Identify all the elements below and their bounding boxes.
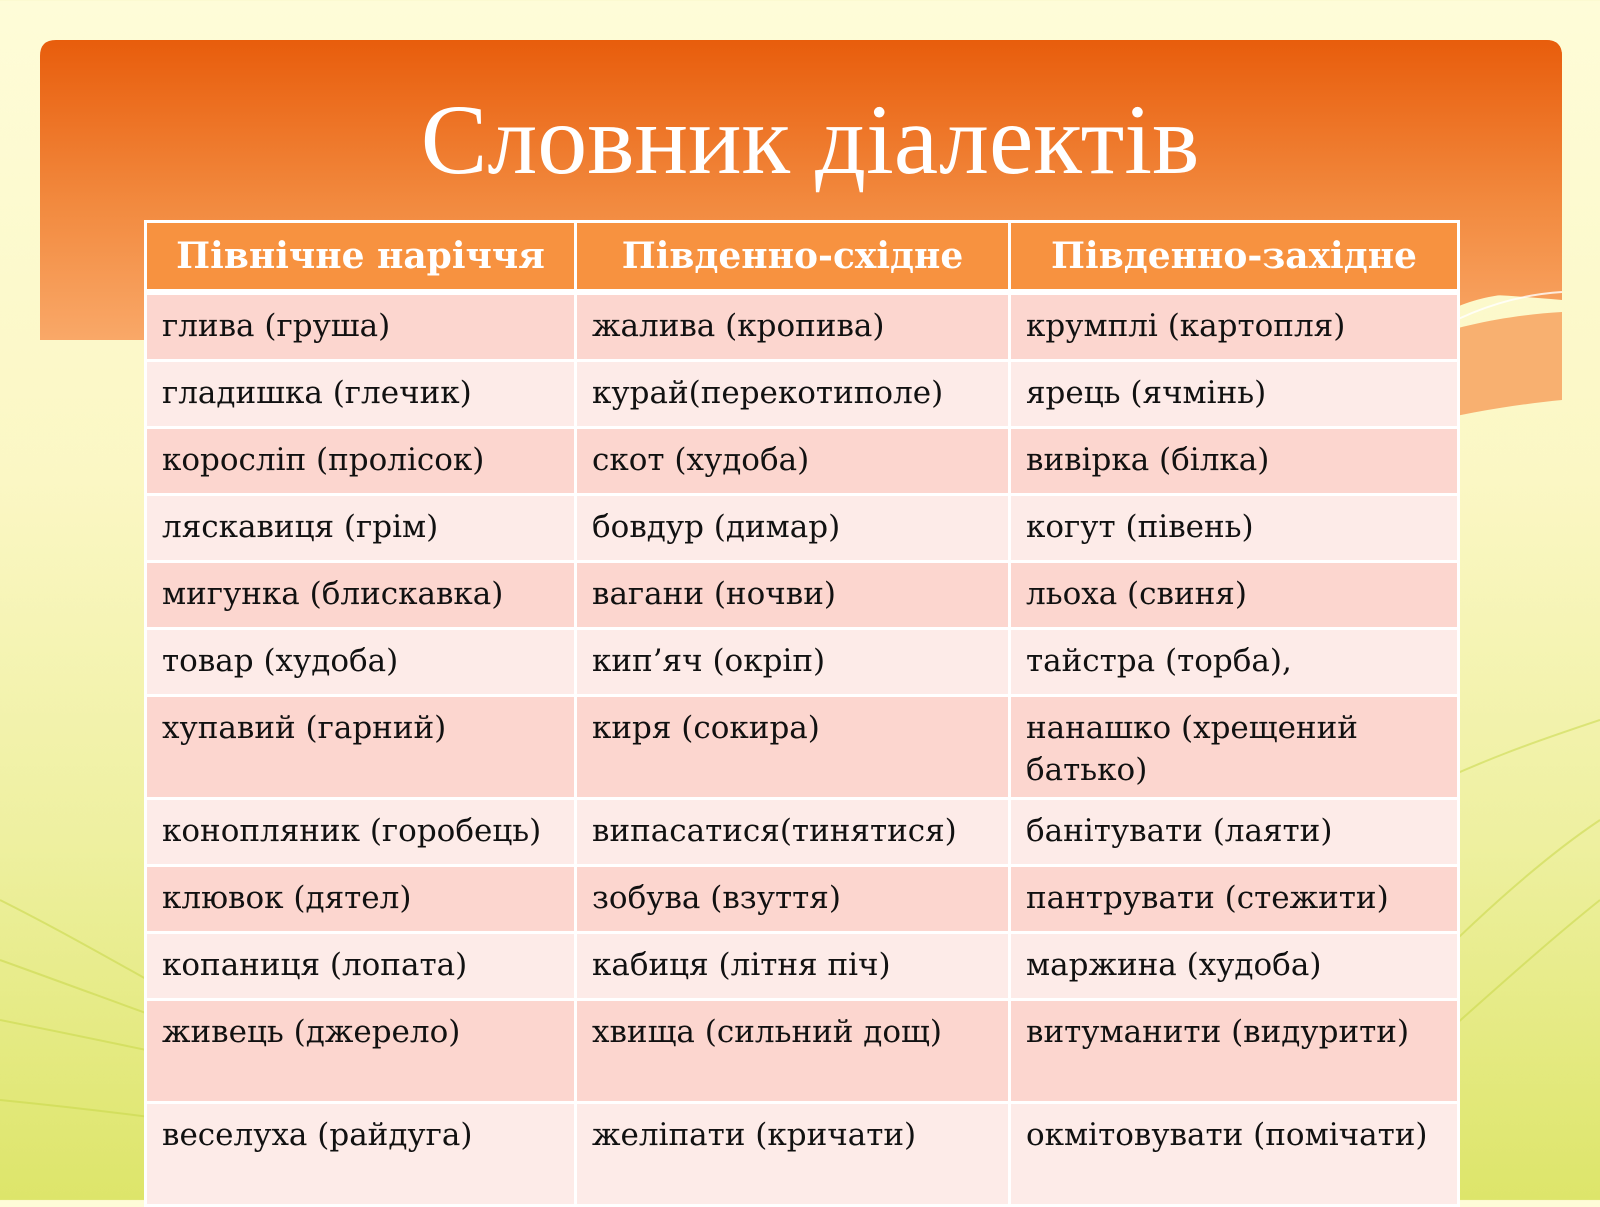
table-cell: мигунка (блискавка) (146, 562, 576, 629)
table-cell: живець (джерело) (146, 1000, 576, 1103)
table-row (146, 866, 1459, 933)
table-cell: крумплі (картопля) (1010, 292, 1459, 361)
table-cell: випасатися(тинятися) (576, 799, 1010, 866)
table-row (146, 361, 1459, 428)
table-cell: нанашко (хрещений батько) (1010, 696, 1459, 799)
table-cell: бовдур (димар) (576, 495, 1010, 562)
table-cell: банітувати (лаяти) (1010, 799, 1459, 866)
table-row (146, 696, 1459, 799)
column-header-northern: Північне наріччя (146, 222, 576, 293)
table-cell: льоха (свиня) (1010, 562, 1459, 629)
table-row (146, 799, 1459, 866)
table-cell: ляскавиця (грім) (146, 495, 576, 562)
table-cell: пантрувати (стежити) (1010, 866, 1459, 933)
table-cell: вивірка (білка) (1010, 428, 1459, 495)
column-header-southwestern: Південно-західне (1010, 222, 1459, 293)
table-row (146, 933, 1459, 1000)
table-cell: копаниця (лопата) (146, 933, 576, 1000)
table-cell: гладишка (глечик) (146, 361, 576, 428)
table-cell: товар (худоба) (146, 629, 576, 696)
table-cell: коросліп (пролісок) (146, 428, 576, 495)
table-cell: конопляник (горобець) (146, 799, 576, 866)
table-cell: окмітовувати (помічати) (1010, 1103, 1459, 1206)
table-row (146, 562, 1459, 629)
table-cell: курай(перекотиполе) (576, 361, 1010, 428)
table-cell: когут (півень) (1010, 495, 1459, 562)
table-cell: ярець (ячмінь) (1010, 361, 1459, 428)
table-cell: тайстра (торба), (1010, 629, 1459, 696)
page-title: Словник діалектів (420, 84, 1200, 195)
table-cell: зобува (взуття) (576, 866, 1010, 933)
table-cell: веселуха (райдуга) (146, 1103, 576, 1206)
table-cell: киря (сокира) (576, 696, 1010, 799)
table-row (146, 495, 1459, 562)
table-cell: маржина (худоба) (1010, 933, 1459, 1000)
table-row (146, 1000, 1459, 1103)
dialect-table (144, 220, 1460, 1207)
table-cell: кип’яч (окріп) (576, 629, 1010, 696)
table-row (146, 1103, 1459, 1206)
table-cell: хупавий (гарний) (146, 696, 576, 799)
table-cell: желіпати (кричати) (576, 1103, 1010, 1206)
table-row (146, 292, 1459, 361)
table-cell: клювок (дятел) (146, 866, 576, 933)
table-header-row (146, 222, 1459, 293)
table-cell: витуманити (видурити) (1010, 1000, 1459, 1103)
table-cell: глива (груша) (146, 292, 576, 361)
table-cell: кабиця (літня піч) (576, 933, 1010, 1000)
column-header-southeastern: Південно-східне (576, 222, 1010, 293)
table-cell: скот (худоба) (576, 428, 1010, 495)
table-cell: жалива (кропива) (576, 292, 1010, 361)
table-cell: вагани (ночви) (576, 562, 1010, 629)
table-row (146, 629, 1459, 696)
table-cell: хвища (сильний дощ) (576, 1000, 1010, 1103)
table-row (146, 428, 1459, 495)
